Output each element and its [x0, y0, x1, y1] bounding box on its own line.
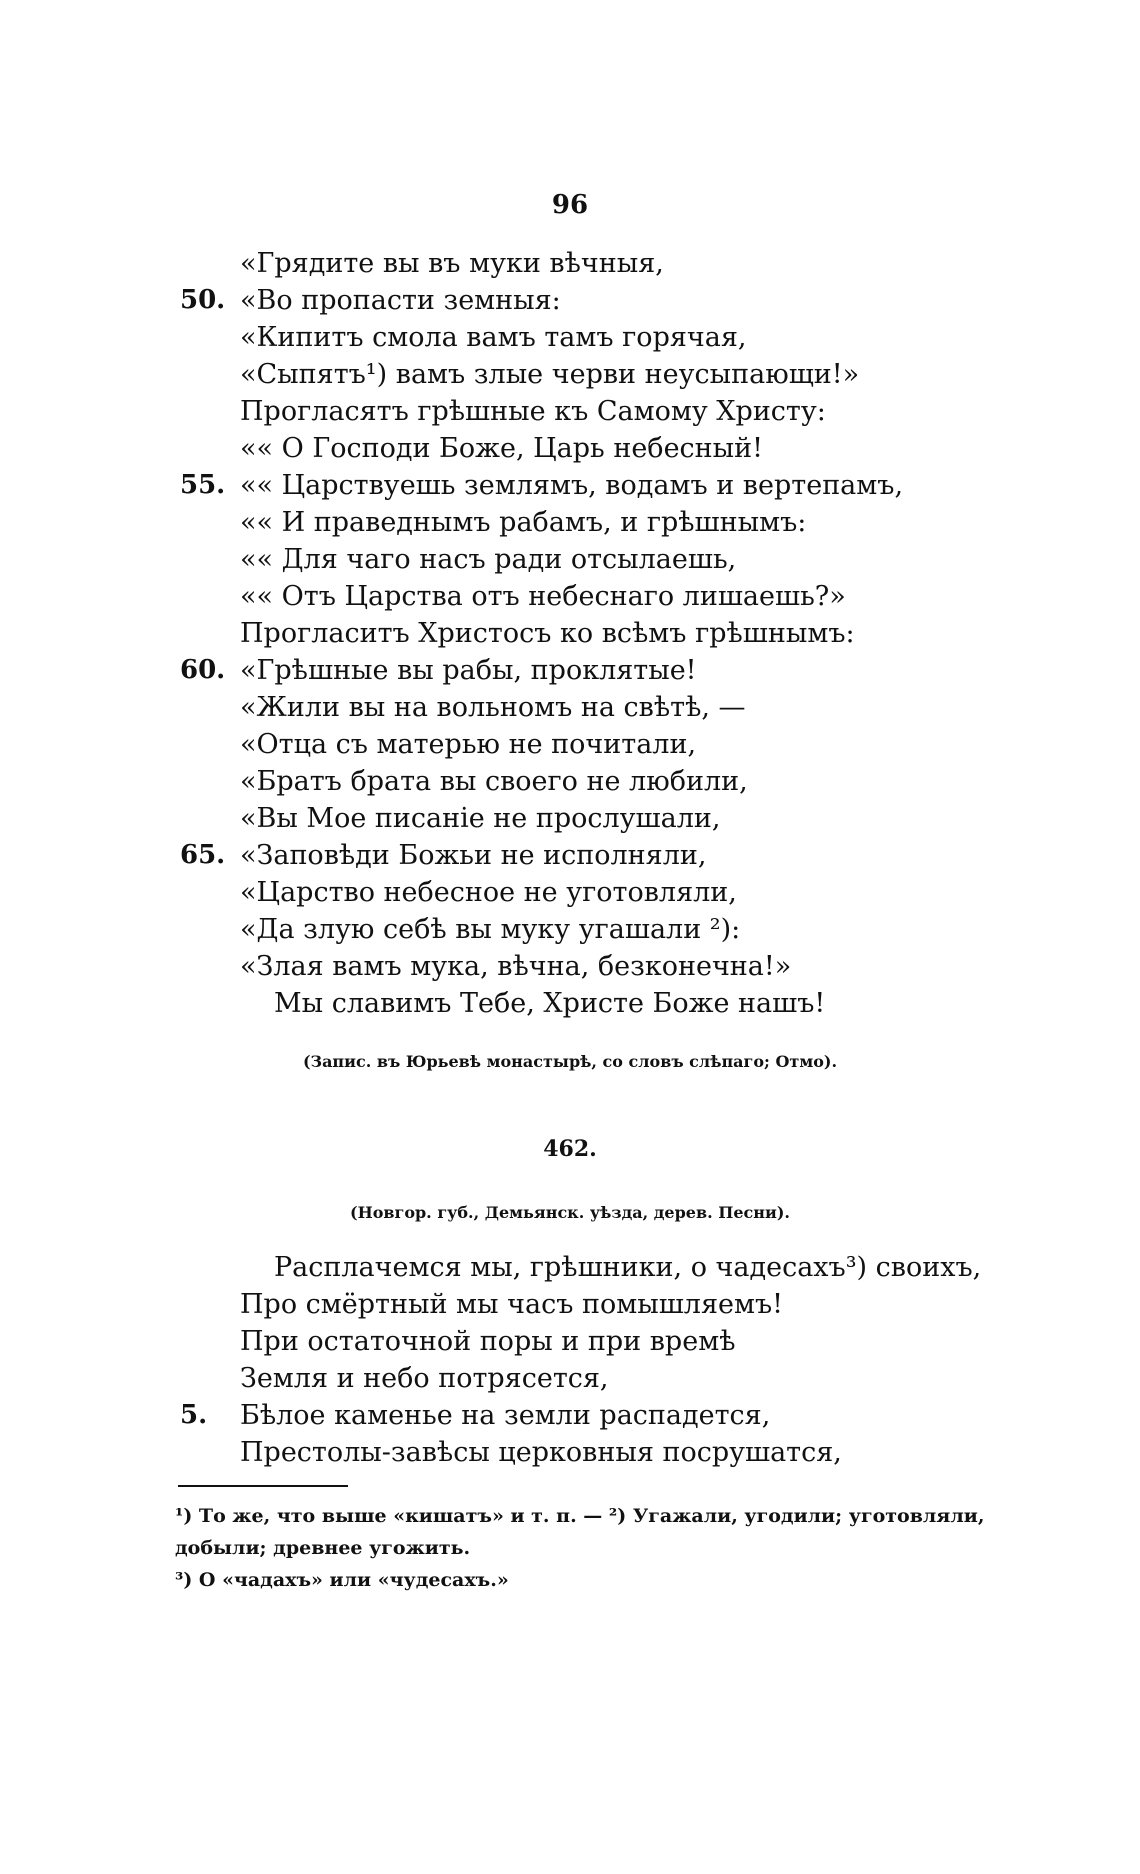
- poem-b-source-note: (Новгор. губ., Демьянск. уѣзда, дерев. Песни).: [350, 1203, 790, 1222]
- line-text: «Братъ брата вы своего не любили,: [240, 766, 748, 797]
- line-text: Проглаcятъ грѣшные къ Самому Христу:: [240, 396, 826, 427]
- line-text: Расплачемся мы, грѣшники, о чадесахъ³) своихъ,: [274, 1252, 982, 1283]
- poem-line: [180, 985, 1080, 1022]
- poem-line: [180, 504, 1080, 541]
- poem-line: [180, 541, 1080, 578]
- line-text: «« И праведнымъ рабамъ, и грѣшнымъ:: [240, 507, 807, 538]
- line-text: «Сыпятъ¹) вамъ злые черви неусыпающи!»: [240, 359, 860, 390]
- poem-line: [180, 1397, 1080, 1434]
- line-text: «« О Господи Боже, Царь небесный!: [240, 433, 763, 464]
- page-number: 96: [551, 190, 589, 220]
- line-number: 55.: [180, 470, 226, 500]
- poem-line: [180, 1286, 1080, 1323]
- poem-line: [180, 356, 1080, 393]
- line-text: «Заповѣди Божьи не исполняли,: [240, 840, 707, 871]
- line-text: «Кипитъ смола вамъ тамъ горячая,: [240, 322, 747, 353]
- line-text: «Грѣшные вы рабы, проклятые!: [240, 655, 697, 686]
- poem-line: [180, 245, 1080, 282]
- poem-462: [180, 1249, 1080, 1471]
- section-number: 462.: [543, 1136, 597, 1162]
- line-text: При остаточной поры и при времѣ: [240, 1326, 736, 1357]
- line-text: Бѣлое каменье на земли распадется,: [240, 1400, 771, 1431]
- poem-line: [180, 467, 1080, 504]
- poem-line: [180, 393, 1080, 430]
- line-number: 50.: [180, 285, 226, 315]
- poem-line: [180, 578, 1080, 615]
- poem-line: [180, 1323, 1080, 1360]
- poem-line: [180, 874, 1080, 911]
- poem-line: [180, 800, 1080, 837]
- line-text: «« Для чаго насъ ради отсылаешь,: [240, 544, 737, 575]
- line-text: «Да злую себѣ вы муку угашали ²):: [240, 914, 741, 945]
- line-text: Мы славимъ Тебе, Христе Боже нашъ!: [274, 988, 826, 1019]
- line-number: 5.: [180, 1400, 208, 1430]
- poem-line: [180, 1249, 1080, 1286]
- poem-line: [180, 319, 1080, 356]
- line-number: 65.: [180, 840, 226, 870]
- footnote: ¹) То же, что выше «кишатъ» и т. п. — ²) Угажали, угодили; уготовляли, добыли; древнее угожить.: [175, 1505, 985, 1559]
- line-text: Земля и небо потрясется,: [240, 1363, 609, 1394]
- line-text: «« Царствуешь землямъ, водамъ и вертепамъ,: [240, 470, 904, 501]
- poem-line: [180, 615, 1080, 652]
- poem-461-continued: [180, 245, 1080, 1022]
- line-text: «« Отъ Царства отъ небеснаго лишаешь?»: [240, 581, 846, 612]
- line-text: «Царство небесное не уготовляли,: [240, 877, 737, 908]
- footnotes: [175, 1500, 1005, 1596]
- poem-line: [180, 1360, 1080, 1397]
- poem-a-source-note: (Запис. въ Юрьевѣ монастырѣ, со словъ слѣпаго; Отмо).: [302, 1052, 838, 1071]
- poem-line: [180, 282, 1080, 319]
- line-text: Про смёртный мы часъ помышляемъ!: [240, 1289, 783, 1320]
- line-number: 60.: [180, 655, 226, 685]
- poem-line: [180, 948, 1080, 985]
- line-text: Проглаcитъ Христосъ ко всѣмъ грѣшнымъ:: [240, 618, 855, 649]
- poem-line: [180, 911, 1080, 948]
- poem-line: [180, 726, 1080, 763]
- line-text: «Во пропасти земныя:: [240, 285, 561, 316]
- line-text: Престолы-завѣсы церковныя посрушатся,: [240, 1437, 842, 1468]
- poem-line: [180, 763, 1080, 800]
- line-text: «Злая вамъ мука, вѣчна, безконечна!»: [240, 951, 792, 982]
- line-text: «Грядите вы въ муки вѣчныя,: [240, 248, 664, 279]
- poem-line: [180, 837, 1080, 874]
- line-text: «Жили вы на вольномъ на свѣтѣ, —: [240, 692, 746, 723]
- line-text: «Отца съ матерью не почитали,: [240, 729, 697, 760]
- poem-line: [180, 430, 1080, 467]
- poem-line: [180, 1434, 1080, 1471]
- poem-line: [180, 689, 1080, 726]
- line-text: «Вы Мое писаніе не прослушали,: [240, 803, 721, 834]
- poem-line: [180, 652, 1080, 689]
- footnote: ³) О «чадахъ» или «чудесахъ.»: [175, 1569, 509, 1591]
- footnote-divider: [178, 1485, 348, 1487]
